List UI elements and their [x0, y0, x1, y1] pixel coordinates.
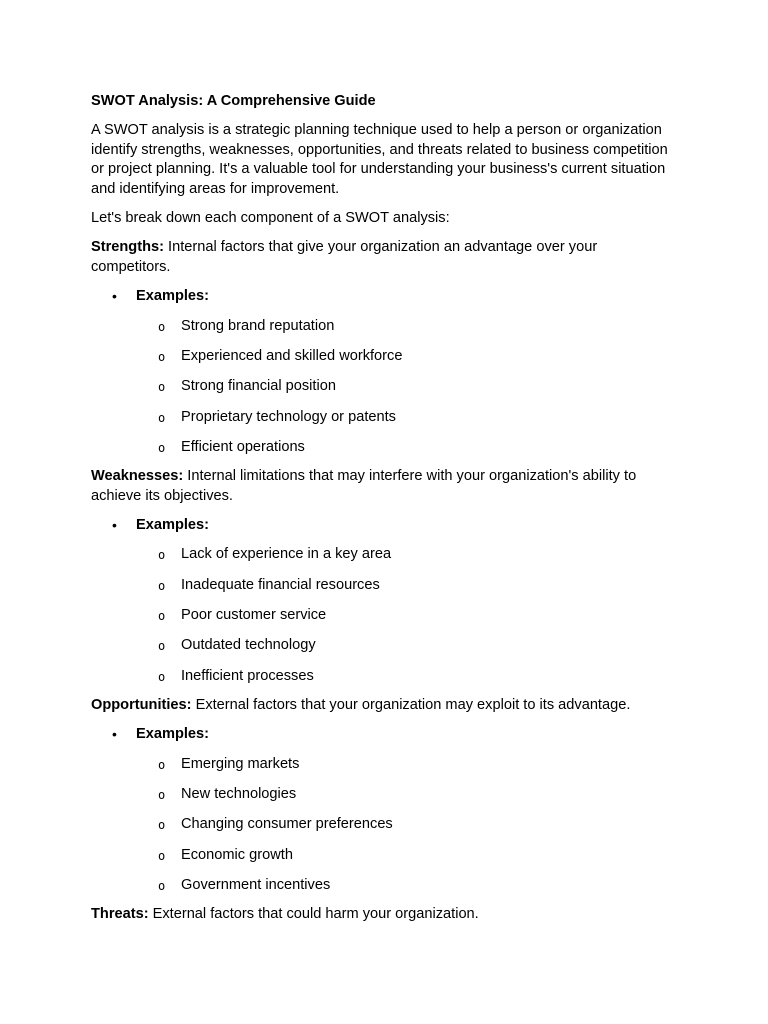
- circle-bullet-icon: o: [158, 380, 166, 395]
- bullet-icon: •: [112, 517, 117, 534]
- breakdown-paragraph: Let's break down each component of a SWOT analysis:: [91, 210, 450, 227]
- example-text: Strong financial position: [181, 378, 336, 395]
- list-item: [136, 317, 671, 336]
- example-text: Efficient operations: [181, 438, 305, 455]
- example-text: New technologies: [181, 786, 297, 803]
- circle-bullet-icon: o: [158, 440, 166, 455]
- list-item: [136, 815, 671, 834]
- list-item: [136, 606, 671, 625]
- weaknesses-examples-list: [91, 516, 671, 686]
- example-text: Changing consumer preferences: [181, 816, 393, 833]
- example-text: Outdated technology: [181, 637, 316, 654]
- weaknesses-label: Weaknesses:: [91, 468, 184, 485]
- threats-section: [91, 905, 671, 924]
- strengths-section: [91, 238, 671, 277]
- list-item: [91, 725, 671, 895]
- circle-bullet-icon: o: [158, 818, 166, 833]
- circle-bullet-icon: o: [158, 788, 166, 803]
- list-item: [136, 438, 671, 457]
- weaknesses-description: Internal limitations that may interfere with your organization's ability to achieve its objectives.: [91, 468, 637, 504]
- example-text: Economic growth: [181, 846, 293, 863]
- circle-bullet-icon: o: [158, 578, 166, 593]
- opportunities-sublist: [136, 755, 671, 896]
- example-text: Poor customer service: [181, 607, 327, 624]
- list-item: [91, 516, 671, 686]
- bullet-icon: •: [112, 288, 117, 305]
- list-item: [136, 377, 671, 396]
- list-item: [136, 576, 671, 595]
- example-text: Inadequate financial resources: [181, 576, 380, 593]
- example-text: Proprietary technology or patents: [181, 408, 396, 425]
- bullet-icon: •: [112, 726, 117, 743]
- circle-bullet-icon: o: [158, 639, 166, 654]
- weaknesses-sublist: [136, 545, 671, 686]
- circle-bullet-icon: o: [158, 548, 166, 563]
- examples-label: Examples:: [136, 726, 210, 743]
- example-text: Lack of experience in a key area: [181, 546, 392, 563]
- circle-bullet-icon: o: [158, 669, 166, 684]
- examples-label: Examples:: [136, 288, 210, 305]
- opportunities-examples-list: [91, 725, 671, 895]
- opportunities-section: [91, 696, 671, 715]
- strengths-description: Internal factors that give your organization an advantage over your competitors.: [91, 239, 598, 275]
- opportunities-description: External factors that your organization may exploit to its advantage.: [191, 697, 631, 714]
- weaknesses-section: [91, 467, 671, 506]
- circle-bullet-icon: o: [158, 349, 166, 364]
- example-text: Strong brand reputation: [181, 317, 335, 334]
- circle-bullet-icon: o: [158, 410, 166, 425]
- circle-bullet-icon: o: [158, 848, 166, 863]
- intro-paragraph: A SWOT analysis is a strategic planning technique used to help a person or organization identify strengths, weaknesses, opportunities, and threats related to business competition or project planning. It's a valuable tool for understanding your business's current situation and identifying areas for improvement.: [91, 122, 668, 197]
- strengths-label: Strengths:: [91, 239, 164, 256]
- example-text: Inefficient processes: [181, 667, 314, 684]
- strengths-sublist: [136, 317, 671, 458]
- list-item: [136, 876, 671, 895]
- list-item: [91, 287, 671, 457]
- list-item: [136, 636, 671, 655]
- examples-label: Examples:: [136, 517, 210, 534]
- document-title: SWOT Analysis: A Comprehensive Guide: [91, 93, 376, 109]
- list-item: [136, 846, 671, 865]
- list-item: [136, 545, 671, 564]
- example-text: Experienced and skilled workforce: [181, 347, 403, 364]
- circle-bullet-icon: o: [158, 609, 166, 624]
- list-item: [136, 785, 671, 804]
- list-item: [136, 408, 671, 427]
- list-item: [136, 347, 671, 366]
- example-text: Emerging markets: [181, 755, 300, 772]
- circle-bullet-icon: o: [158, 319, 166, 334]
- example-text: Government incentives: [181, 877, 331, 894]
- list-item: [136, 667, 671, 686]
- circle-bullet-icon: o: [158, 879, 166, 894]
- document-page: [91, 92, 671, 935]
- opportunities-label: Opportunities:: [91, 697, 192, 714]
- list-item: [136, 755, 671, 774]
- strengths-examples-list: [91, 287, 671, 457]
- circle-bullet-icon: o: [158, 757, 166, 772]
- threats-description: External factors that could harm your organization.: [148, 906, 479, 923]
- threats-label: Threats:: [91, 906, 149, 923]
